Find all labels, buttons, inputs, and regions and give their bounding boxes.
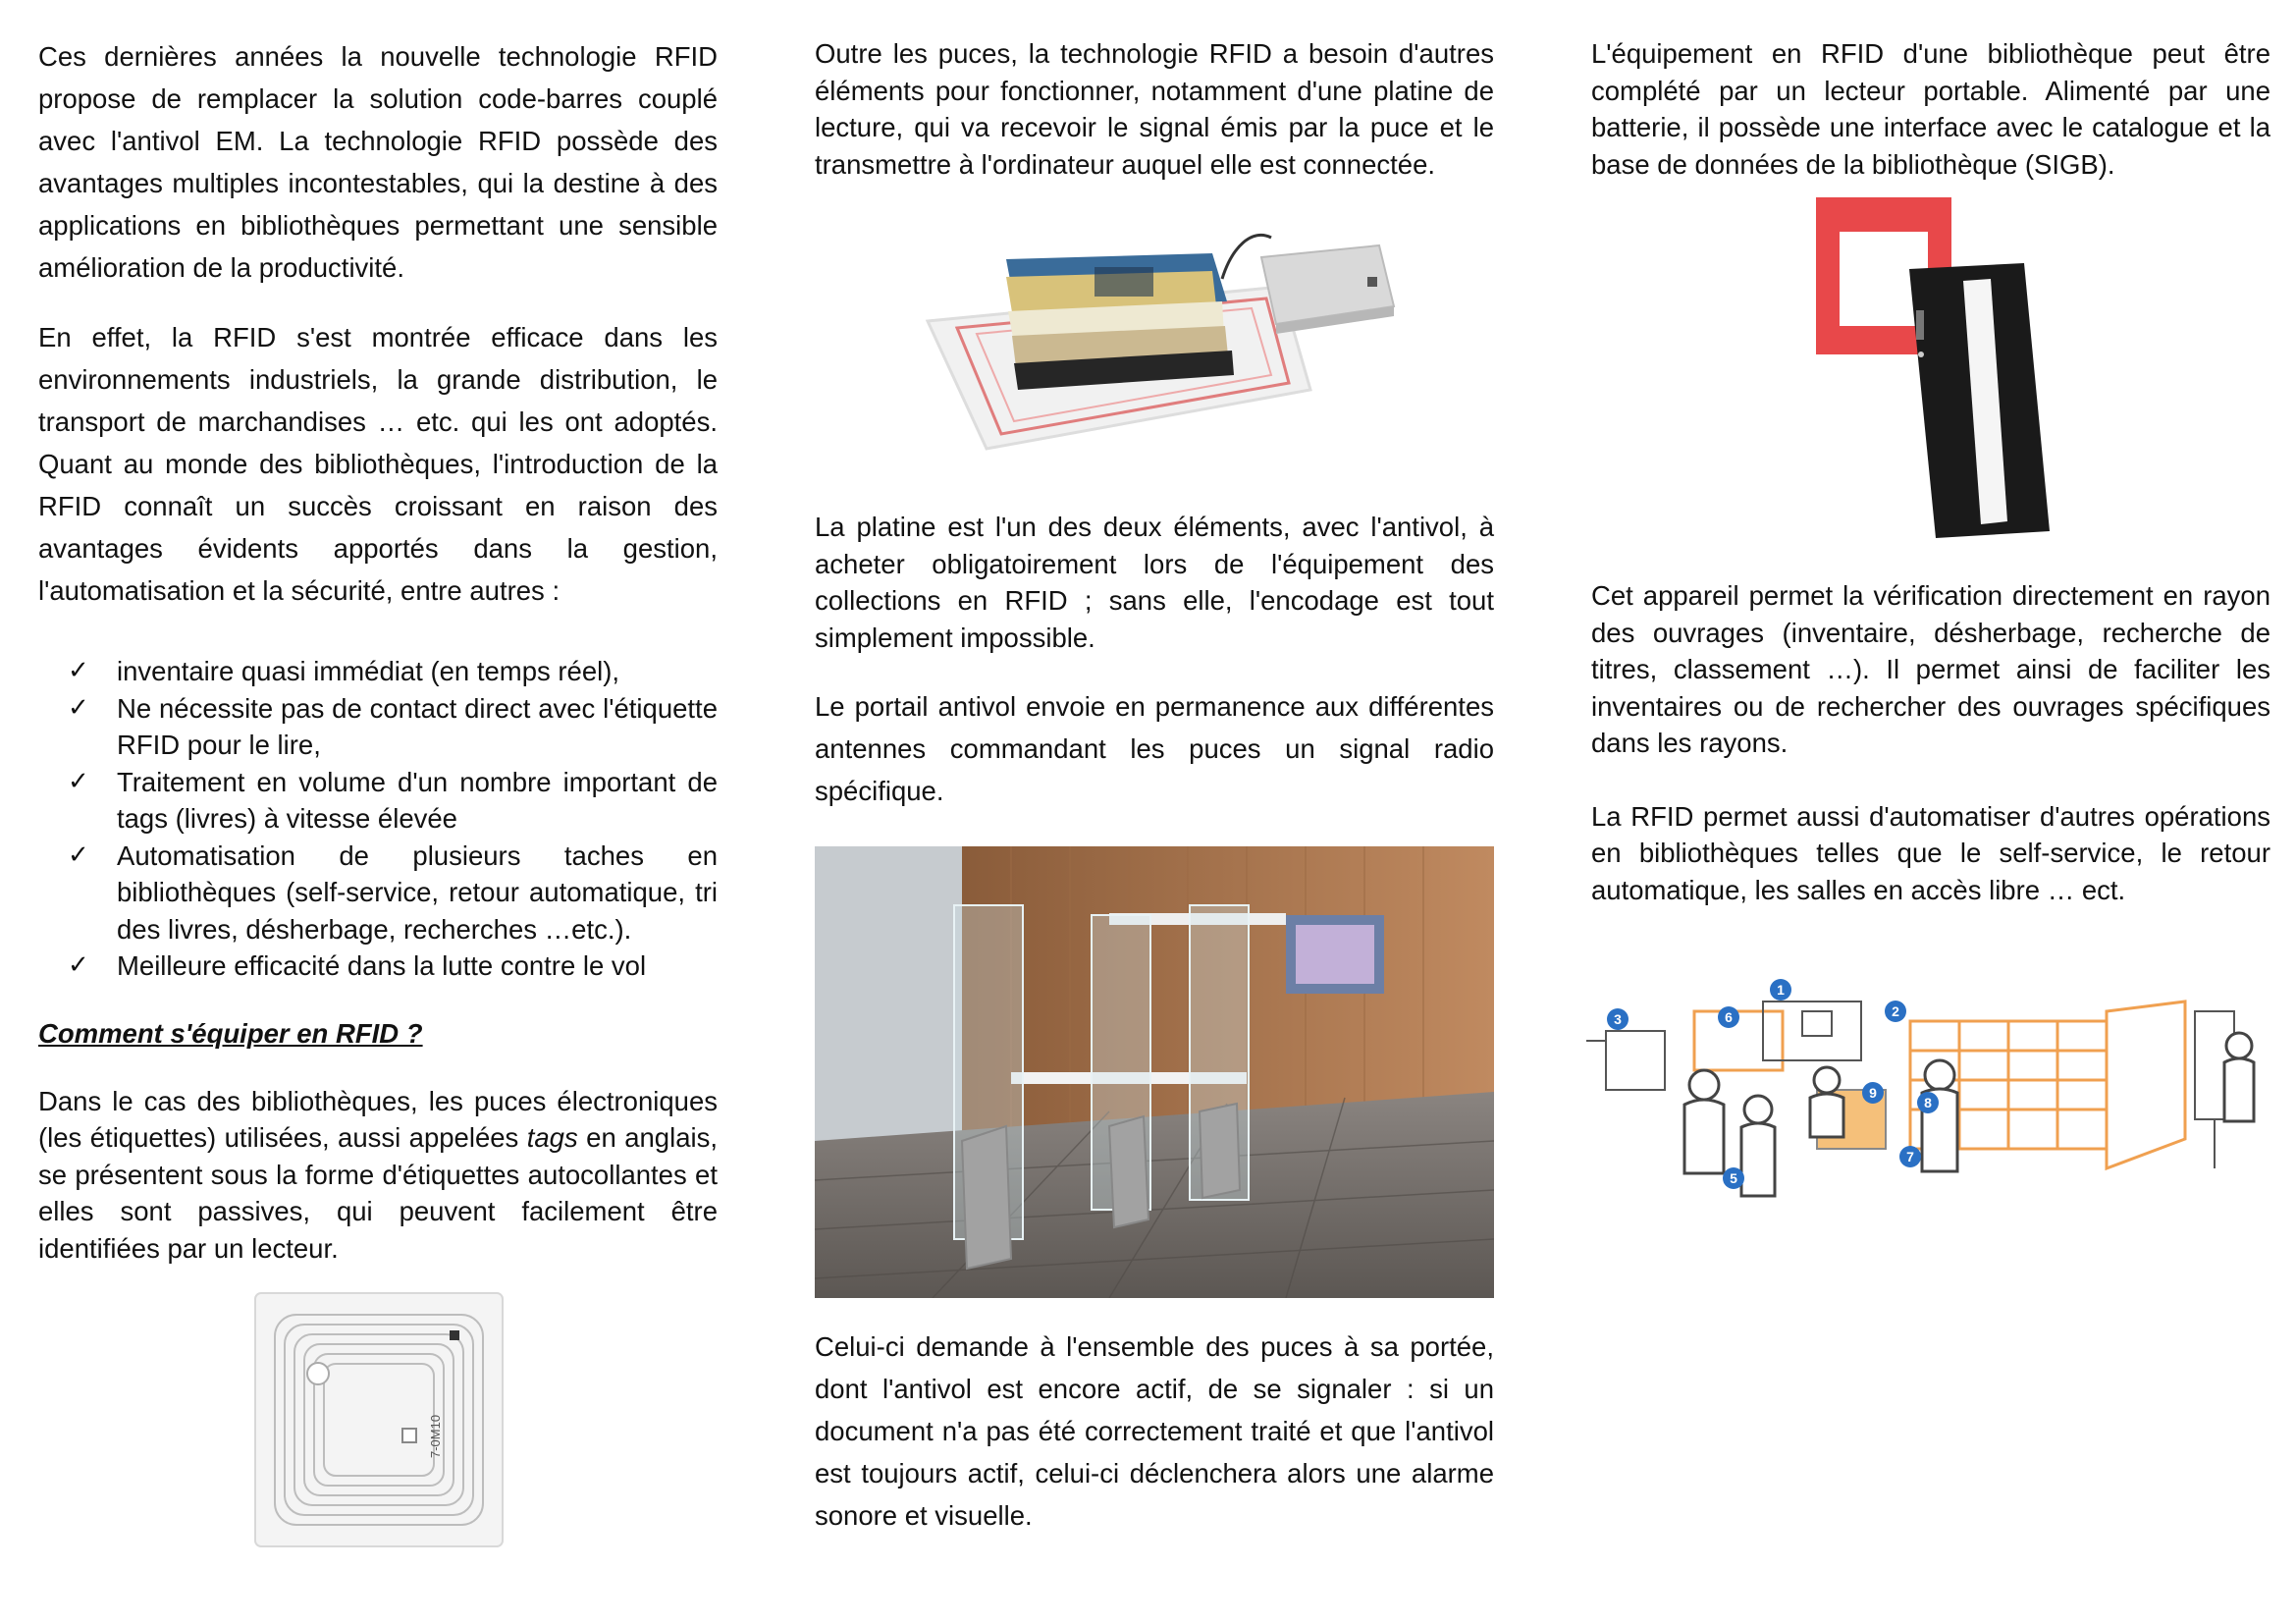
marker-1: 1: [1777, 982, 1785, 998]
library-illustration: [1586, 972, 2260, 1222]
check-icon: ✓: [68, 950, 89, 980]
alarm-paragraph: Celui-ci demande à l'ensemble des puces à sa portée, dont l'antivol est encore actif, de se signaler : si un document n'a pas été correctement traité et que l'antivol est toujours actif, celui-ci déclenchera alors une alarme sonore et visuelle.: [815, 1331, 1494, 1531]
marker-5: 5: [1730, 1170, 1737, 1186]
tags-paragraph: Dans le cas des bibliothèques, les puces électroniques (les étiquettes) utilisées, aussi appelées tags en anglais, se présentent sous la forme d'étiquettes autocollantes et elles sont passives, qui peuvent facilement être identifiées par un lecteur.: [38, 1085, 718, 1264]
portable-reader-image: [1806, 192, 2061, 546]
rfid-tag-image: [253, 1291, 505, 1548]
column-3: [1591, 35, 2270, 183]
marker-8: 8: [1924, 1095, 1932, 1110]
column-2: [815, 35, 1494, 183]
antitheft-gate-photo: [815, 846, 1494, 1298]
pad-required-paragraph: La platine est l'un des deux éléments, avec l'antivol, à acheter obligatoirement lors de l'équipement des collections en RFID ; sans elle, l'encodage est tout simplement impossible.: [815, 512, 1494, 653]
check-icon: ✓: [68, 839, 89, 870]
antitheft-paragraph: Le portail antivol envoie en permanence aux différentes antennes commandant les puces un signal radio spécifique.: [815, 691, 1494, 806]
marker-9: 9: [1869, 1085, 1877, 1101]
marker-7: 7: [1906, 1149, 1914, 1164]
device-usage-paragraph: Cet appareil permet la vérification directement en rayon des ouvrages (inventaire, désherbage, recherche de titres, classement …). Il permet ainsi de faciliter les inventaires ou de rechercher des ouvrages spécifiques dans les rayons.: [1591, 580, 2270, 758]
section-heading: Comment s'équiper en RFID ?: [38, 1017, 423, 1049]
check-icon: ✓: [68, 656, 89, 685]
column-2-middle: [815, 509, 1494, 812]
column-1: [38, 35, 718, 1267]
list-item: ✓ Meilleure efficacité dans la lutte contre le vol: [38, 947, 718, 985]
automation-paragraph: La RFID permet aussi d'automatiser d'autres opérations en bibliothèques telles que le self-service, le retour automatique, les salles en accès libre … ect.: [1591, 800, 2270, 905]
list-item: ✓ inventaire quasi immédiat (en temps réel),: [38, 653, 718, 690]
marker-2: 2: [1892, 1003, 1899, 1019]
tag-code-label: 7-0M10: [428, 1414, 443, 1458]
check-icon: ✓: [68, 766, 89, 796]
check-icon: ✓: [68, 692, 89, 723]
intro-paragraph: Ces dernières années la nouvelle technologie RFID propose de remplacer la solution code-barres couplé avec l'antivol EM. La technologie RFID possède des avantages multiples incontestables, qui la destine à des applications en bibliothèques permettant une sensible amélioration de la productivité.: [38, 41, 718, 283]
list-item: ✓ Ne nécessite pas de contact direct avec l'étiquette RFID pour le lire,: [38, 690, 718, 764]
column-2-bottom: [815, 1326, 1494, 1537]
efficacy-paragraph: En effet, la RFID s'est montrée efficace dans les environnements industriels, la grande distribution, le transport de marchandises … etc. qui les ont adoptés. Quant au monde des bibliothèques, l'introduction de la RFID connaît un succès croissant en raison des avantages évidents apportés dans la gestion, l'automatisation et la sécurité, entre autres :: [38, 322, 718, 606]
list-item: ✓ Traitement en volume d'un nombre important de tags (livres) à vitesse élevée: [38, 764, 718, 838]
reading-pad-image: [898, 218, 1409, 463]
portable-reader-paragraph: L'équipement en RFID d'une bibliothèque peut être complété par un lecteur portable. Alimenté par une batterie, il possède une interface avec le catalogue et la base de données de la bibliothèque (SIGB).: [1591, 38, 2270, 180]
list-item: ✓ Automatisation de plusieurs taches en bibliothèques (self-service, retour automatique, tri des livres, désherbage, recherches …etc.).: [38, 838, 718, 948]
marker-3: 3: [1614, 1011, 1622, 1027]
column-3-middle: [1591, 577, 2270, 908]
advantages-list: [38, 653, 718, 985]
marker-6: 6: [1725, 1009, 1733, 1025]
reader-pad-paragraph: Outre les puces, la technologie RFID a besoin d'autres éléments pour fonctionner, notamment d'une platine de lecture, qui va recevoir le signal émis par la puce et le transmettre à l'ordinateur auquel elle est connectée.: [815, 38, 1494, 180]
